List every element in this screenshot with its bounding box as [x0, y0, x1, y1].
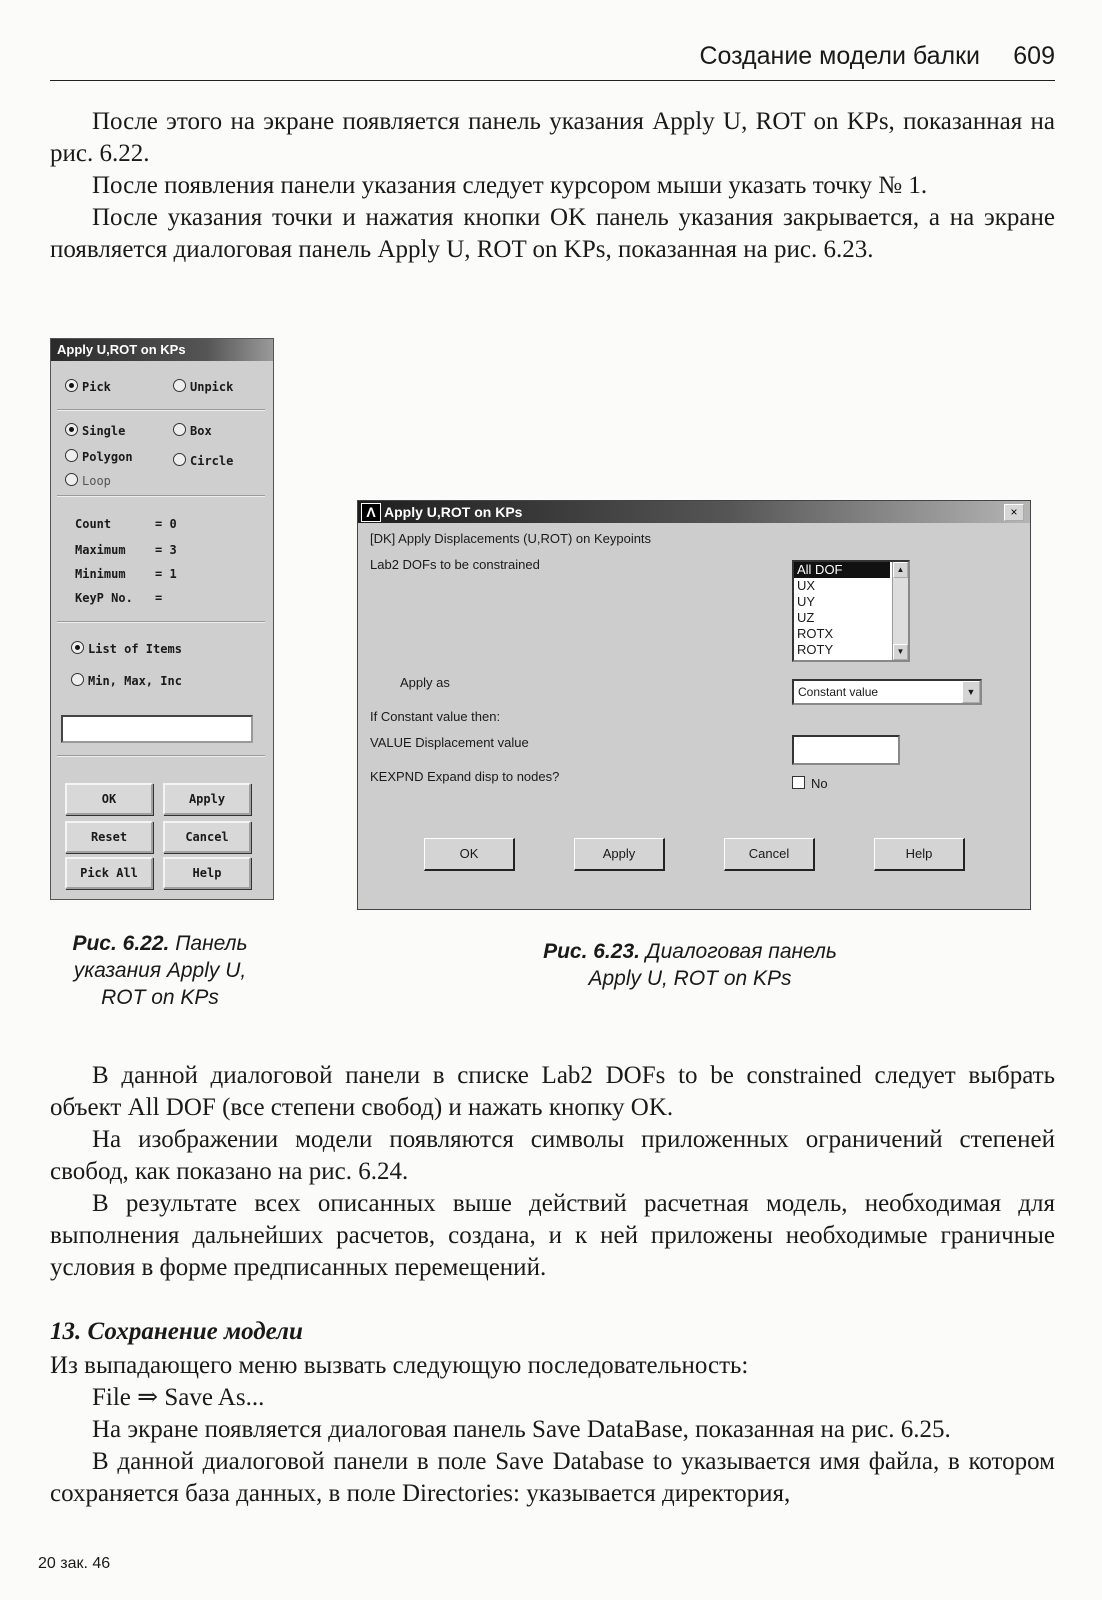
dialog-apply-button[interactable]: Apply: [574, 838, 665, 871]
paragraph-3: После указания точки и нажатия кнопки OK панель указания закрывается, а на экране появляется диалоговая панель Apply U, ROT on KPs, показанная на рис. 6.23.: [50, 204, 1055, 263]
radio-selected-icon: [65, 423, 78, 436]
figure-caption-6-22: Рис. 6.22. Панель указания Apply U, ROT on KPs: [72, 932, 248, 1009]
list-item[interactable]: UX: [797, 578, 816, 593]
checkbox-icon: [792, 776, 805, 789]
pick-items-input[interactable]: [61, 715, 253, 743]
radio-selected-icon: [71, 641, 84, 654]
close-icon[interactable]: ×: [1004, 504, 1024, 521]
pick-apply-button[interactable]: Apply: [163, 783, 251, 815]
paragraph-5: На изображении модели появляются символы приложенных ограничений степеней свобод, как показано на рис. 6.24.: [50, 1126, 1055, 1185]
dof-listbox[interactable]: [792, 560, 910, 662]
pick-reset-button[interactable]: Reset: [65, 821, 153, 853]
paragraph-9: На экране появляется диалоговая панель Save DataBase, показанная на рис. 6.25.: [92, 1416, 951, 1443]
page-number: 609: [1013, 42, 1055, 70]
dialog-cancel-button[interactable]: Cancel: [724, 838, 815, 871]
radio-selected-icon: [65, 379, 78, 392]
dialog-help-button[interactable]: Help: [874, 838, 965, 871]
kexpnd-label: KEXPND Expand disp to nodes?: [370, 769, 560, 784]
dialog-titlebar: [358, 501, 1030, 523]
paragraph-4: В данной диалоговой панели в списке Lab2 DOFs to be constrained следует выбрать объект All DOF (все степени свобод) и нажать кнопку OK.: [50, 1062, 1055, 1121]
list-of-items-radio[interactable]: List of Items: [71, 641, 182, 656]
unpick-radio[interactable]: Unpick: [173, 379, 233, 394]
value-label: VALUE Displacement value: [370, 735, 529, 750]
chevron-down-icon: ▼: [962, 681, 980, 703]
apply-as-label: Apply as: [400, 675, 450, 690]
paragraph-2: После появления панели указания следует курсором мыши указать точку № 1.: [92, 172, 928, 199]
radio-icon: [65, 449, 78, 462]
ansys-logo-icon: Λ: [361, 503, 381, 522]
pick-panel-window: [50, 338, 274, 900]
paragraph-7: Из выпадающего меню вызвать следующую последовательность:: [50, 1352, 749, 1379]
list-item[interactable]: All DOF: [794, 562, 890, 578]
loop-radio[interactable]: Loop: [65, 473, 111, 488]
apply-as-select[interactable]: Constant value ▼: [792, 679, 982, 705]
count-row: Count = 0: [75, 517, 177, 531]
paragraph-1: После этого на экране появляется панель указания Apply U, ROT on KPs, показанная на рис. 6.22.: [50, 108, 1055, 167]
circle-radio[interactable]: Circle: [173, 453, 233, 468]
radio-icon: [71, 673, 84, 686]
maximum-row: Maximum = 3: [75, 543, 177, 557]
section-title: 13. Сохранение модели: [50, 1318, 303, 1345]
pick-shape-group: [57, 411, 265, 497]
dialog-ok-button[interactable]: OK: [424, 838, 515, 871]
printer-signature: 20 зак. 46: [38, 1555, 111, 1572]
list-item[interactable]: UY: [797, 594, 816, 609]
radio-icon: [173, 423, 186, 436]
list-item[interactable]: UZ: [797, 610, 815, 625]
min-max-inc-radio[interactable]: Min, Max, Inc: [71, 673, 182, 688]
pick-panel-titlebar: Apply U,ROT on KPs: [51, 339, 273, 361]
pick-ok-button[interactable]: OK: [65, 783, 153, 815]
page-header: [50, 38, 1055, 81]
displacement-value-input[interactable]: [792, 735, 900, 765]
pick-info-group: [57, 499, 265, 623]
list-item[interactable]: ROTY: [797, 642, 834, 657]
pick-help-button[interactable]: Help: [163, 857, 251, 889]
single-radio[interactable]: Single: [65, 423, 125, 438]
menu-path: File ⇒ Save As...: [92, 1384, 265, 1411]
list-scrollbar[interactable]: [892, 562, 908, 660]
figure-caption-6-23: Рис. 6.23. Диалоговая панель Apply U, ROT on KPs: [543, 940, 837, 990]
dialog-title: Apply U,ROT on KPs: [384, 504, 523, 520]
pick-mode-group: [57, 367, 265, 411]
keyp-row: KeyP No. =: [75, 591, 163, 605]
radio-icon: [173, 453, 186, 466]
list-item[interactable]: ROTX: [797, 626, 834, 641]
paragraph-10: В данной диалоговой панели в поле Save Database to указывается имя файла, в котором сохраняется база данных, в поле Directories: указывается директория,: [50, 1448, 1055, 1507]
lab2-label: Lab2 DOFs to be constrained: [370, 557, 540, 572]
scroll-down-icon[interactable]: ▼: [893, 644, 908, 660]
kexpnd-checkbox[interactable]: No: [792, 776, 828, 791]
paragraph-6: В результате всех описанных выше действий расчетная модель, необходимая для выполнения дальнейших расчетов, создана, и к ней приложены необходимые граничные условия в форме предписанных перемещений.: [50, 1190, 1055, 1281]
polygon-radio[interactable]: Polygon: [65, 449, 133, 464]
pick-cancel-button[interactable]: Cancel: [163, 821, 251, 853]
if-constant-label: If Constant value then:: [370, 709, 501, 724]
running-title: Создание модели балки: [699, 42, 980, 70]
scroll-up-icon[interactable]: ▲: [893, 562, 908, 578]
box-radio[interactable]: Box: [173, 423, 212, 438]
minimum-row: Minimum = 1: [75, 567, 177, 581]
radio-icon: [65, 473, 78, 486]
apply-u-rot-dialog: [357, 500, 1031, 910]
pick-radio[interactable]: Pick: [65, 379, 111, 394]
dialog-heading: [DK] Apply Displacements (U,ROT) on Keypoints: [370, 531, 652, 546]
radio-icon: [173, 379, 186, 392]
pick-all-button[interactable]: Pick All: [65, 857, 153, 889]
